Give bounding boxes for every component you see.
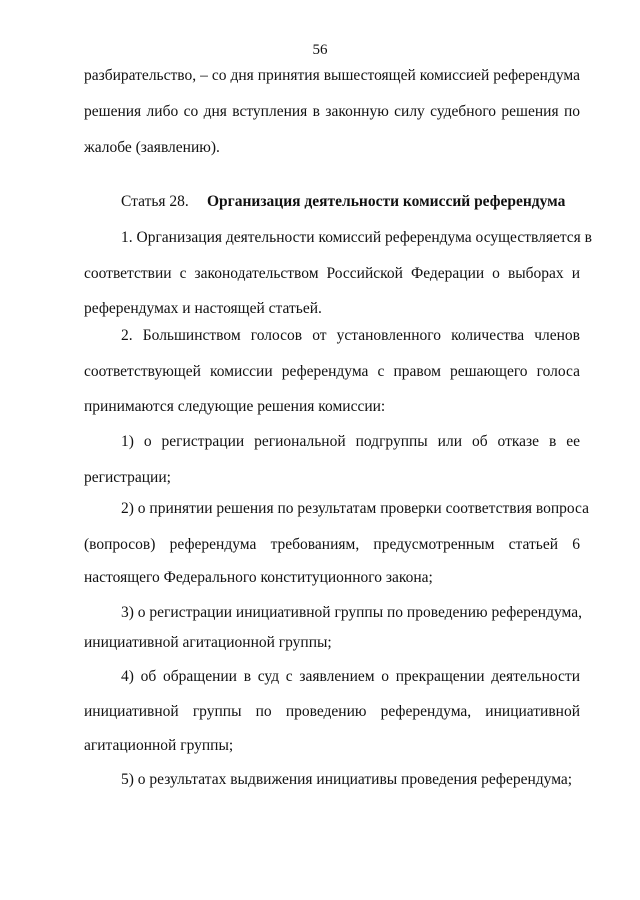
list-item-line: агитационной группы; [84,737,234,754]
list-item-line: (вопросов) референдума требованиям, предусмотренным статьей 6 [84,536,580,553]
text-line: соответствии с законодательством Российской Федерации о выборах и [84,265,580,282]
list-item-line: настоящего Федерального конституционного закона; [84,569,433,586]
text-line: 1. Организация деятельности комиссий референдума осуществляется в [121,229,592,246]
list-item-line: 2) о принятии решения по результатам проверки соответствия вопроса [121,500,589,517]
list-item-line: инициативной группы по проведению референдума, инициативной [84,703,580,720]
text-line: жалобе (заявлению). [84,139,220,156]
text-line: решения либо со дня вступления в законную силу судебного решения по [84,103,580,120]
text-line: референдумах и настоящей статьей. [84,300,322,317]
list-item-line: 4) об обращении в суд с заявлением о прекращении деятельности [121,668,580,685]
list-item-line: 3) о регистрации инициативной группы по проведению референдума, [121,604,582,621]
list-item-line: 1) о регистрации региональной подгруппы или об отказе в ее [121,433,580,450]
article-title: Организация деятельности комиссий референдума [207,193,566,210]
article-number: Статья 28. [121,193,189,210]
page-number: 56 [312,42,328,58]
list-item-line: инициативной агитационной группы; [84,634,332,651]
list-item-line: регистрации; [84,469,171,486]
text-line: соответствующей комиссии референдума с правом решающего голоса [84,363,580,380]
text-line: принимаются следующие решения комиссии: [84,398,386,415]
list-item-line: 5) о результатах выдвижения инициативы проведения референдума; [121,771,573,788]
text-line: разбирательство, – со дня принятия вышестоящей комиссией референдума [84,67,580,84]
text-line: 2. Большинством голосов от установленного количества членов [121,327,580,344]
article-heading [121,192,580,212]
